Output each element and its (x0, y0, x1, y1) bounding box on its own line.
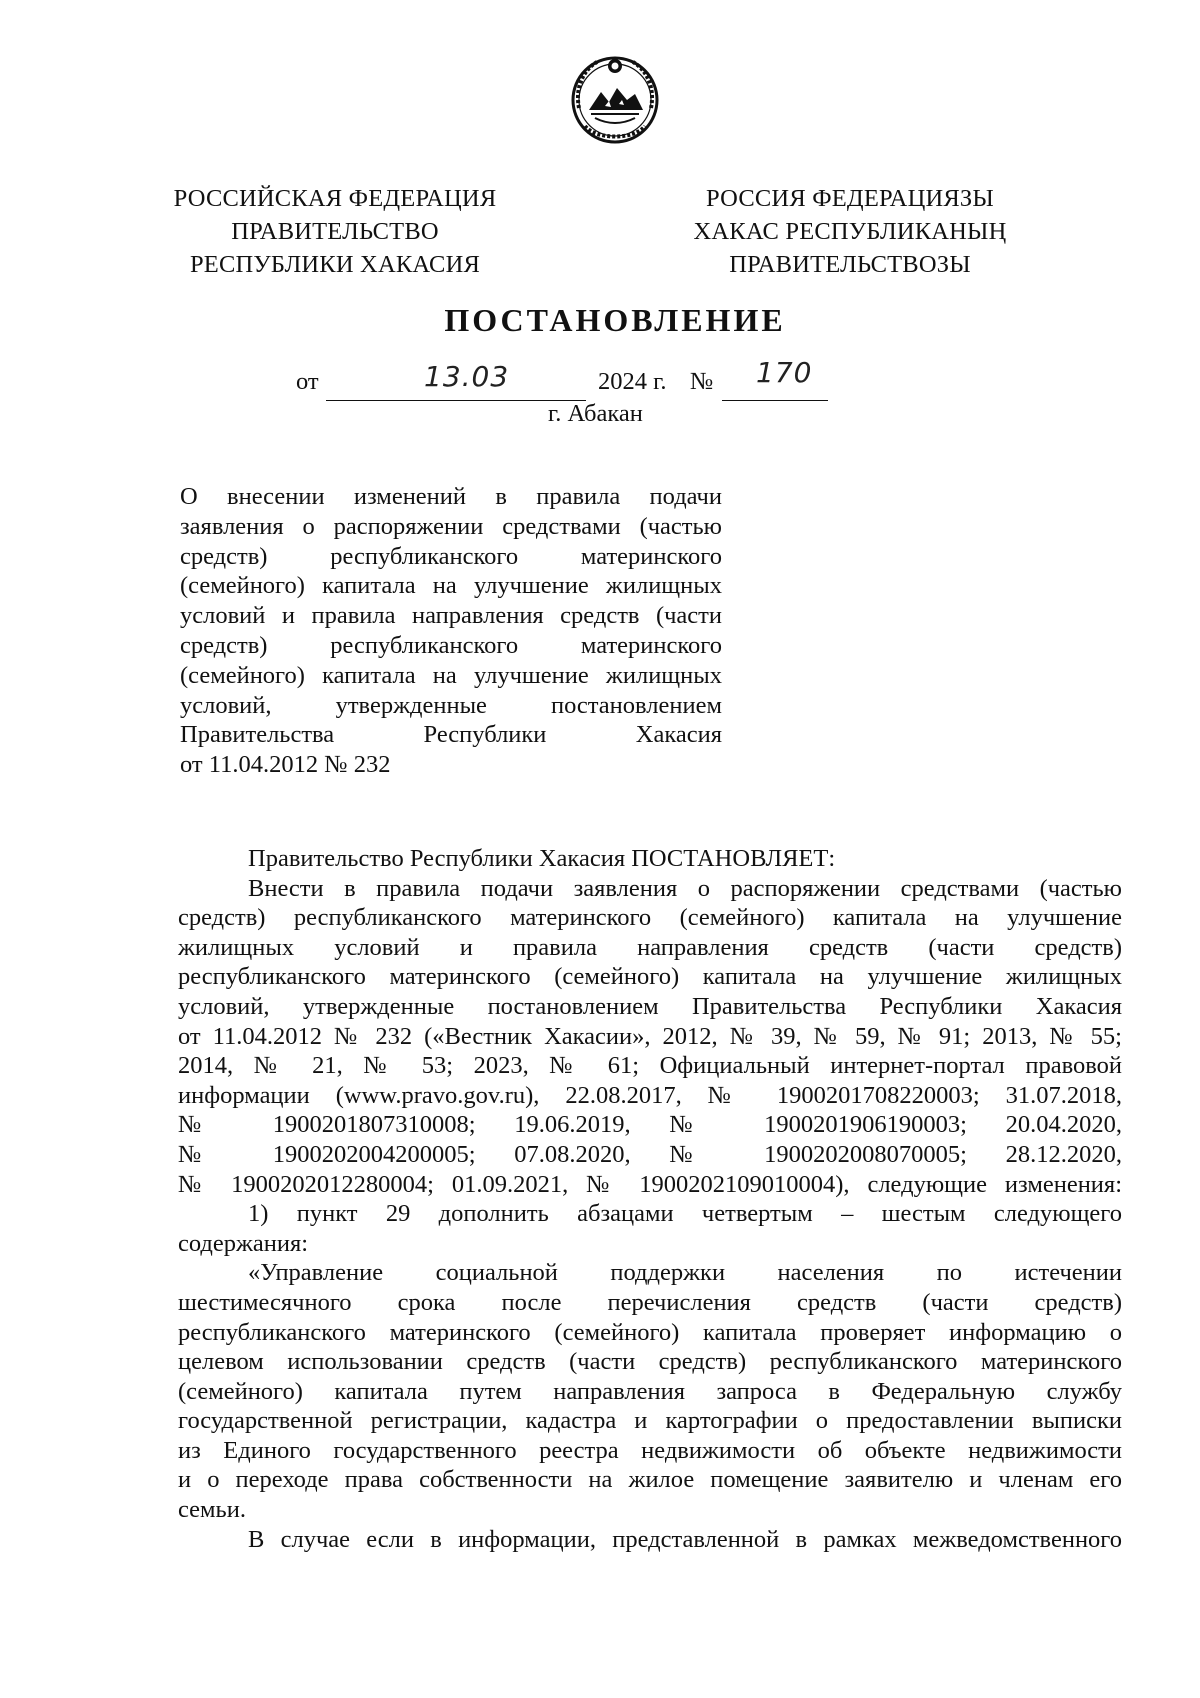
year-label: 2024 г. (598, 368, 667, 395)
body-line: содержания: (178, 1229, 309, 1257)
body-line: из Единого государственного реестра недвижимости об объекте недвижимости (178, 1436, 1122, 1464)
document-body (178, 844, 1122, 1554)
date-from-label: от (296, 368, 319, 395)
subject-line: (семейного) капитала на улучшение жилищных (180, 661, 722, 689)
body-line: № 1900201807310008; 19.06.2019, № 1900201906190003; 20.04.2020, (178, 1111, 1122, 1139)
header-left-line-1: РОССИЙСКАЯ ФЕДЕРАЦИЯ (173, 185, 497, 212)
header-right-line-3: ПРАВИТЕЛЬСТВОЗЫ (729, 251, 971, 278)
body-line: 2014, № 21, № 53; 2023, № 61; Официальный интернет-портал правовой (178, 1052, 1122, 1080)
body-line: условий, утвержденные постановлением Правительства Республики Хакасия (178, 992, 1122, 1020)
body-line: № 1900202012280004; 01.09.2021, № 1900202109010004), следующие изменения: (178, 1170, 1122, 1198)
header-left-line-2: ПРАВИТЕЛЬСТВО (231, 218, 439, 245)
subject-line: средств) республиканского материнского (180, 542, 722, 570)
body-line: семьи. (178, 1496, 246, 1524)
body-line: «Управление социальной поддержки населения по истечении (248, 1259, 1122, 1287)
number-label: № (690, 368, 714, 395)
subject-line: (семейного) капитала на улучшение жилищных (180, 572, 722, 600)
subject-line: условий и правила направления средств (части (180, 602, 722, 630)
subject-line: от 11.04.2012 № 232 (180, 751, 391, 779)
coat-of-arms-emblem (565, 48, 665, 148)
header-right-khakas (670, 182, 1030, 281)
handwritten-date: 13.03 (424, 360, 510, 393)
subject-line: заявления о распоряжении средствами (частью (180, 512, 722, 540)
body-line: В случае если в информации, представленной в рамках межведомственного (248, 1525, 1122, 1553)
body-line: 1) пункт 29 дополнить абзацами четвертым – шестым следующего (248, 1200, 1122, 1228)
header-right-line-1: РОССИЯ ФЕДЕРАЦИЯЗЫ (706, 185, 994, 212)
body-line: целевом использовании средств (части средств) республиканского материнского (178, 1348, 1122, 1376)
body-line: от 11.04.2012 № 232 («Вестник Хакасии», 2012, № 39, № 59, № 91; 2013, № 55; (178, 1022, 1122, 1050)
subject-line: О внесении изменений в правила подачи (180, 483, 722, 510)
header-right-line-2: ХАКАС РЕСПУБЛИКАНЫҢ (693, 218, 1007, 245)
body-line: государственной регистрации, кадастра и картографии о предоставлении выписки (178, 1407, 1122, 1435)
body-preamble: Правительство Республики Хакасия ПОСТАНОВЛЯЕТ: (248, 845, 836, 872)
body-line: № 1900202004200005; 07.08.2020, № 1900202008070005; 28.12.2020, (178, 1140, 1122, 1168)
body-line: средств) республиканского материнского (семейного) капитала на улучшение (178, 904, 1122, 932)
body-line: Внести в правила подачи заявления о распоряжении средствами (частью (248, 874, 1122, 902)
body-line: республиканского материнского (семейного) капитала на улучшение жилищных (178, 963, 1122, 991)
subject-line: средств) республиканского материнского (180, 631, 722, 659)
city-label: г. Абакан (548, 400, 643, 427)
handwritten-number: 170 (756, 356, 813, 389)
document-type-title: ПОСТАНОВЛЕНИЕ (444, 302, 786, 338)
body-line: (семейного) капитала путем направления запроса в Федеральную службу (178, 1377, 1122, 1405)
header-left-ru (160, 182, 510, 281)
header-left-line-3: РЕСПУБЛИКИ ХАКАСИЯ (189, 251, 481, 278)
body-line: шестимесячного срока после перечисления средств (части средств) (178, 1288, 1122, 1316)
number-underline (722, 400, 828, 401)
subject-line: Правительства Республики Хакасия (180, 721, 722, 749)
body-line: жилищных условий и правила направления средств (части средств) (178, 933, 1122, 961)
body-line: и о переходе права собственности на жилое помещение заявителю и членам его (178, 1466, 1122, 1494)
date-underline (326, 400, 586, 401)
subject-line: условий, утвержденные постановлением (180, 691, 722, 719)
document-subject (180, 482, 722, 780)
body-line: информации (www.pravo.gov.ru), 22.08.2017, № 1900201708220003; 31.07.2018, (178, 1081, 1122, 1109)
body-line: республиканского материнского (семейного) капитала проверяет информацию о (178, 1318, 1122, 1346)
